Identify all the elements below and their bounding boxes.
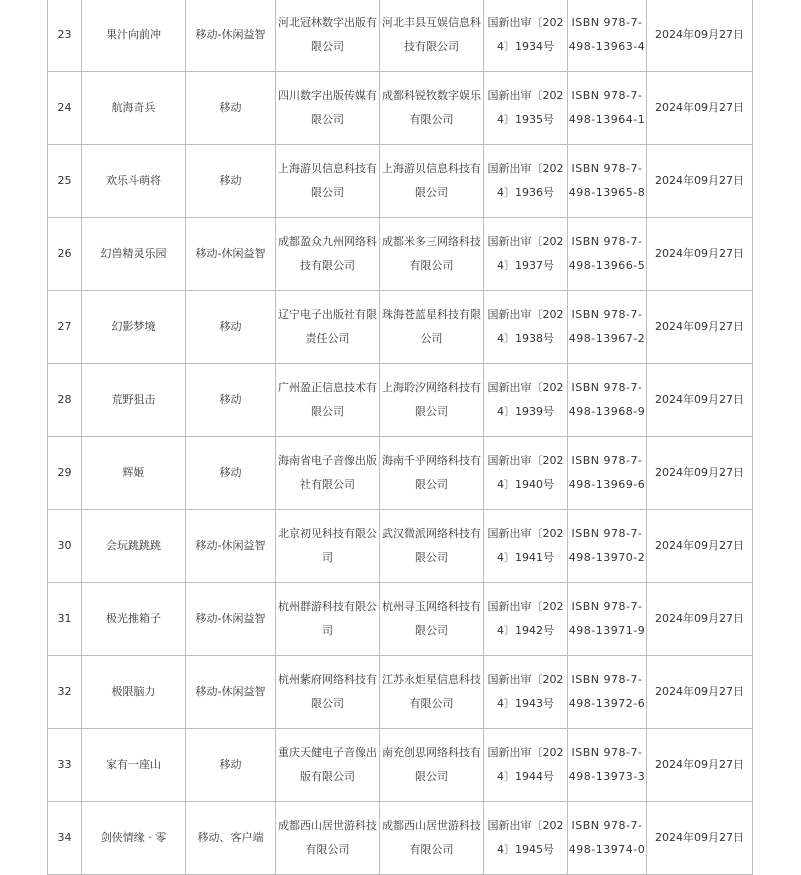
cell-operator: 珠海苍蓝星科技有限公司 [380, 291, 484, 364]
cell-isbn: ISBN 978-7-498-13964-1 [568, 72, 647, 145]
cell-category: 移动 [186, 291, 276, 364]
cell-game-name: 航海奇兵 [82, 72, 186, 145]
cell-game-name: 极限脑力 [82, 656, 186, 729]
cell-game-name: 家有一座山 [82, 729, 186, 802]
cell-approval-number: 国新出审〔2024〕1937号 [484, 218, 568, 291]
cell-approval-date: 2024年09月27日 [647, 291, 753, 364]
cell-game-name: 果汁向前冲 [82, 0, 186, 72]
table-row [48, 656, 753, 729]
cell-approval-date: 2024年09月27日 [647, 656, 753, 729]
cell-number: 29 [48, 437, 82, 510]
cell-isbn: ISBN 978-7-498-13973-3 [568, 729, 647, 802]
cell-publisher: 成都盈众九州网络科技有限公司 [276, 218, 380, 291]
cell-category: 移动 [186, 437, 276, 510]
cell-approval-number: 国新出审〔2024〕1945号 [484, 802, 568, 875]
cell-publisher: 海南省电子音像出版社有限公司 [276, 437, 380, 510]
table-row [48, 72, 753, 145]
cell-approval-number: 国新出审〔2024〕1939号 [484, 364, 568, 437]
cell-isbn: ISBN 978-7-498-13968-9 [568, 364, 647, 437]
cell-category: 移动-休闲益智 [186, 583, 276, 656]
cell-operator: 海南千乎网络科技有限公司 [380, 437, 484, 510]
cell-approval-number: 国新出审〔2024〕1936号 [484, 145, 568, 218]
cell-approval-number: 国新出审〔2024〕1940号 [484, 437, 568, 510]
table-row [48, 364, 753, 437]
cell-approval-date: 2024年09月27日 [647, 364, 753, 437]
cell-approval-date: 2024年09月27日 [647, 802, 753, 875]
cell-publisher: 四川数字出版传媒有限公司 [276, 72, 380, 145]
game-approval-table [47, 0, 753, 875]
cell-publisher: 北京初见科技有限公司 [276, 510, 380, 583]
cell-approval-number: 国新出审〔2024〕1943号 [484, 656, 568, 729]
cell-approval-date: 2024年09月27日 [647, 72, 753, 145]
cell-game-name: 剑侠情缘 · 零 [82, 802, 186, 875]
cell-operator: 江苏永炬星信息科技有限公司 [380, 656, 484, 729]
cell-approval-date: 2024年09月27日 [647, 583, 753, 656]
cell-approval-number: 国新出审〔2024〕1941号 [484, 510, 568, 583]
table-row [48, 291, 753, 364]
cell-publisher: 辽宁电子出版社有限责任公司 [276, 291, 380, 364]
table-row [48, 145, 753, 218]
cell-isbn: ISBN 978-7-498-13966-5 [568, 218, 647, 291]
cell-isbn: ISBN 978-7-498-13970-2 [568, 510, 647, 583]
cell-operator: 成都米多三网络科技有限公司 [380, 218, 484, 291]
cell-number: 32 [48, 656, 82, 729]
cell-isbn: ISBN 978-7-498-13965-8 [568, 145, 647, 218]
cell-approval-date: 2024年09月27日 [647, 0, 753, 72]
cell-approval-date: 2024年09月27日 [647, 729, 753, 802]
cell-game-name: 欢乐斗萌将 [82, 145, 186, 218]
table-row [48, 802, 753, 875]
cell-game-name: 幻兽精灵乐园 [82, 218, 186, 291]
cell-number: 31 [48, 583, 82, 656]
cell-operator: 河北丰县互娱信息科技有限公司 [380, 0, 484, 72]
cell-approval-date: 2024年09月27日 [647, 218, 753, 291]
cell-operator: 杭州寻玉网络科技有限公司 [380, 583, 484, 656]
cell-number: 30 [48, 510, 82, 583]
cell-number: 28 [48, 364, 82, 437]
cell-approval-number: 国新出审〔2024〕1938号 [484, 291, 568, 364]
cell-number: 34 [48, 802, 82, 875]
cell-publisher: 上海游贝信息科技有限公司 [276, 145, 380, 218]
cell-operator: 南充创思网络科技有限公司 [380, 729, 484, 802]
cell-isbn: ISBN 978-7-498-13974-0 [568, 802, 647, 875]
cell-number: 27 [48, 291, 82, 364]
cell-approval-date: 2024年09月27日 [647, 510, 753, 583]
cell-game-name: 辉姬 [82, 437, 186, 510]
game-approval-table-container [47, 0, 753, 875]
cell-game-name: 荒野狙击 [82, 364, 186, 437]
cell-operator: 成都西山居世游科技有限公司 [380, 802, 484, 875]
cell-number: 23 [48, 0, 82, 72]
cell-category: 移动 [186, 729, 276, 802]
cell-isbn: ISBN 978-7-498-13971-9 [568, 583, 647, 656]
cell-publisher: 杭州紫府网络科技有限公司 [276, 656, 380, 729]
cell-publisher: 河北冠林数字出版有限公司 [276, 0, 380, 72]
cell-isbn: ISBN 978-7-498-13963-4 [568, 0, 647, 72]
cell-category: 移动 [186, 145, 276, 218]
cell-number: 26 [48, 218, 82, 291]
cell-operator: 成都科锐牧数字娱乐有限公司 [380, 72, 484, 145]
cell-approval-date: 2024年09月27日 [647, 437, 753, 510]
table-row [48, 583, 753, 656]
cell-operator: 上海聆汐网络科技有限公司 [380, 364, 484, 437]
cell-approval-number: 国新出审〔2024〕1942号 [484, 583, 568, 656]
table-row [48, 0, 753, 72]
table-row [48, 218, 753, 291]
cell-category: 移动-休闲益智 [186, 510, 276, 583]
cell-operator: 武汉微派网络科技有限公司 [380, 510, 484, 583]
cell-game-name: 会玩跳跳跳 [82, 510, 186, 583]
cell-approval-date: 2024年09月27日 [647, 145, 753, 218]
cell-isbn: ISBN 978-7-498-13967-2 [568, 291, 647, 364]
cell-game-name: 极光推箱子 [82, 583, 186, 656]
cell-operator: 上海游贝信息科技有限公司 [380, 145, 484, 218]
table-row [48, 510, 753, 583]
cell-publisher: 杭州群游科技有限公司 [276, 583, 380, 656]
cell-isbn: ISBN 978-7-498-13972-6 [568, 656, 647, 729]
cell-game-name: 幻影梦境 [82, 291, 186, 364]
cell-approval-number: 国新出审〔2024〕1934号 [484, 0, 568, 72]
cell-isbn: ISBN 978-7-498-13969-6 [568, 437, 647, 510]
cell-number: 33 [48, 729, 82, 802]
table-row [48, 437, 753, 510]
table-row [48, 729, 753, 802]
cell-number: 25 [48, 145, 82, 218]
cell-category: 移动、客户端 [186, 802, 276, 875]
cell-category: 移动 [186, 364, 276, 437]
cell-number: 24 [48, 72, 82, 145]
cell-category: 移动-休闲益智 [186, 0, 276, 72]
cell-category: 移动 [186, 72, 276, 145]
cell-publisher: 广州盈正信息技术有限公司 [276, 364, 380, 437]
cell-publisher: 重庆天健电子音像出版有限公司 [276, 729, 380, 802]
cell-category: 移动-休闲益智 [186, 218, 276, 291]
cell-approval-number: 国新出审〔2024〕1935号 [484, 72, 568, 145]
cell-category: 移动-休闲益智 [186, 656, 276, 729]
cell-approval-number: 国新出审〔2024〕1944号 [484, 729, 568, 802]
cell-publisher: 成都西山居世游科技有限公司 [276, 802, 380, 875]
